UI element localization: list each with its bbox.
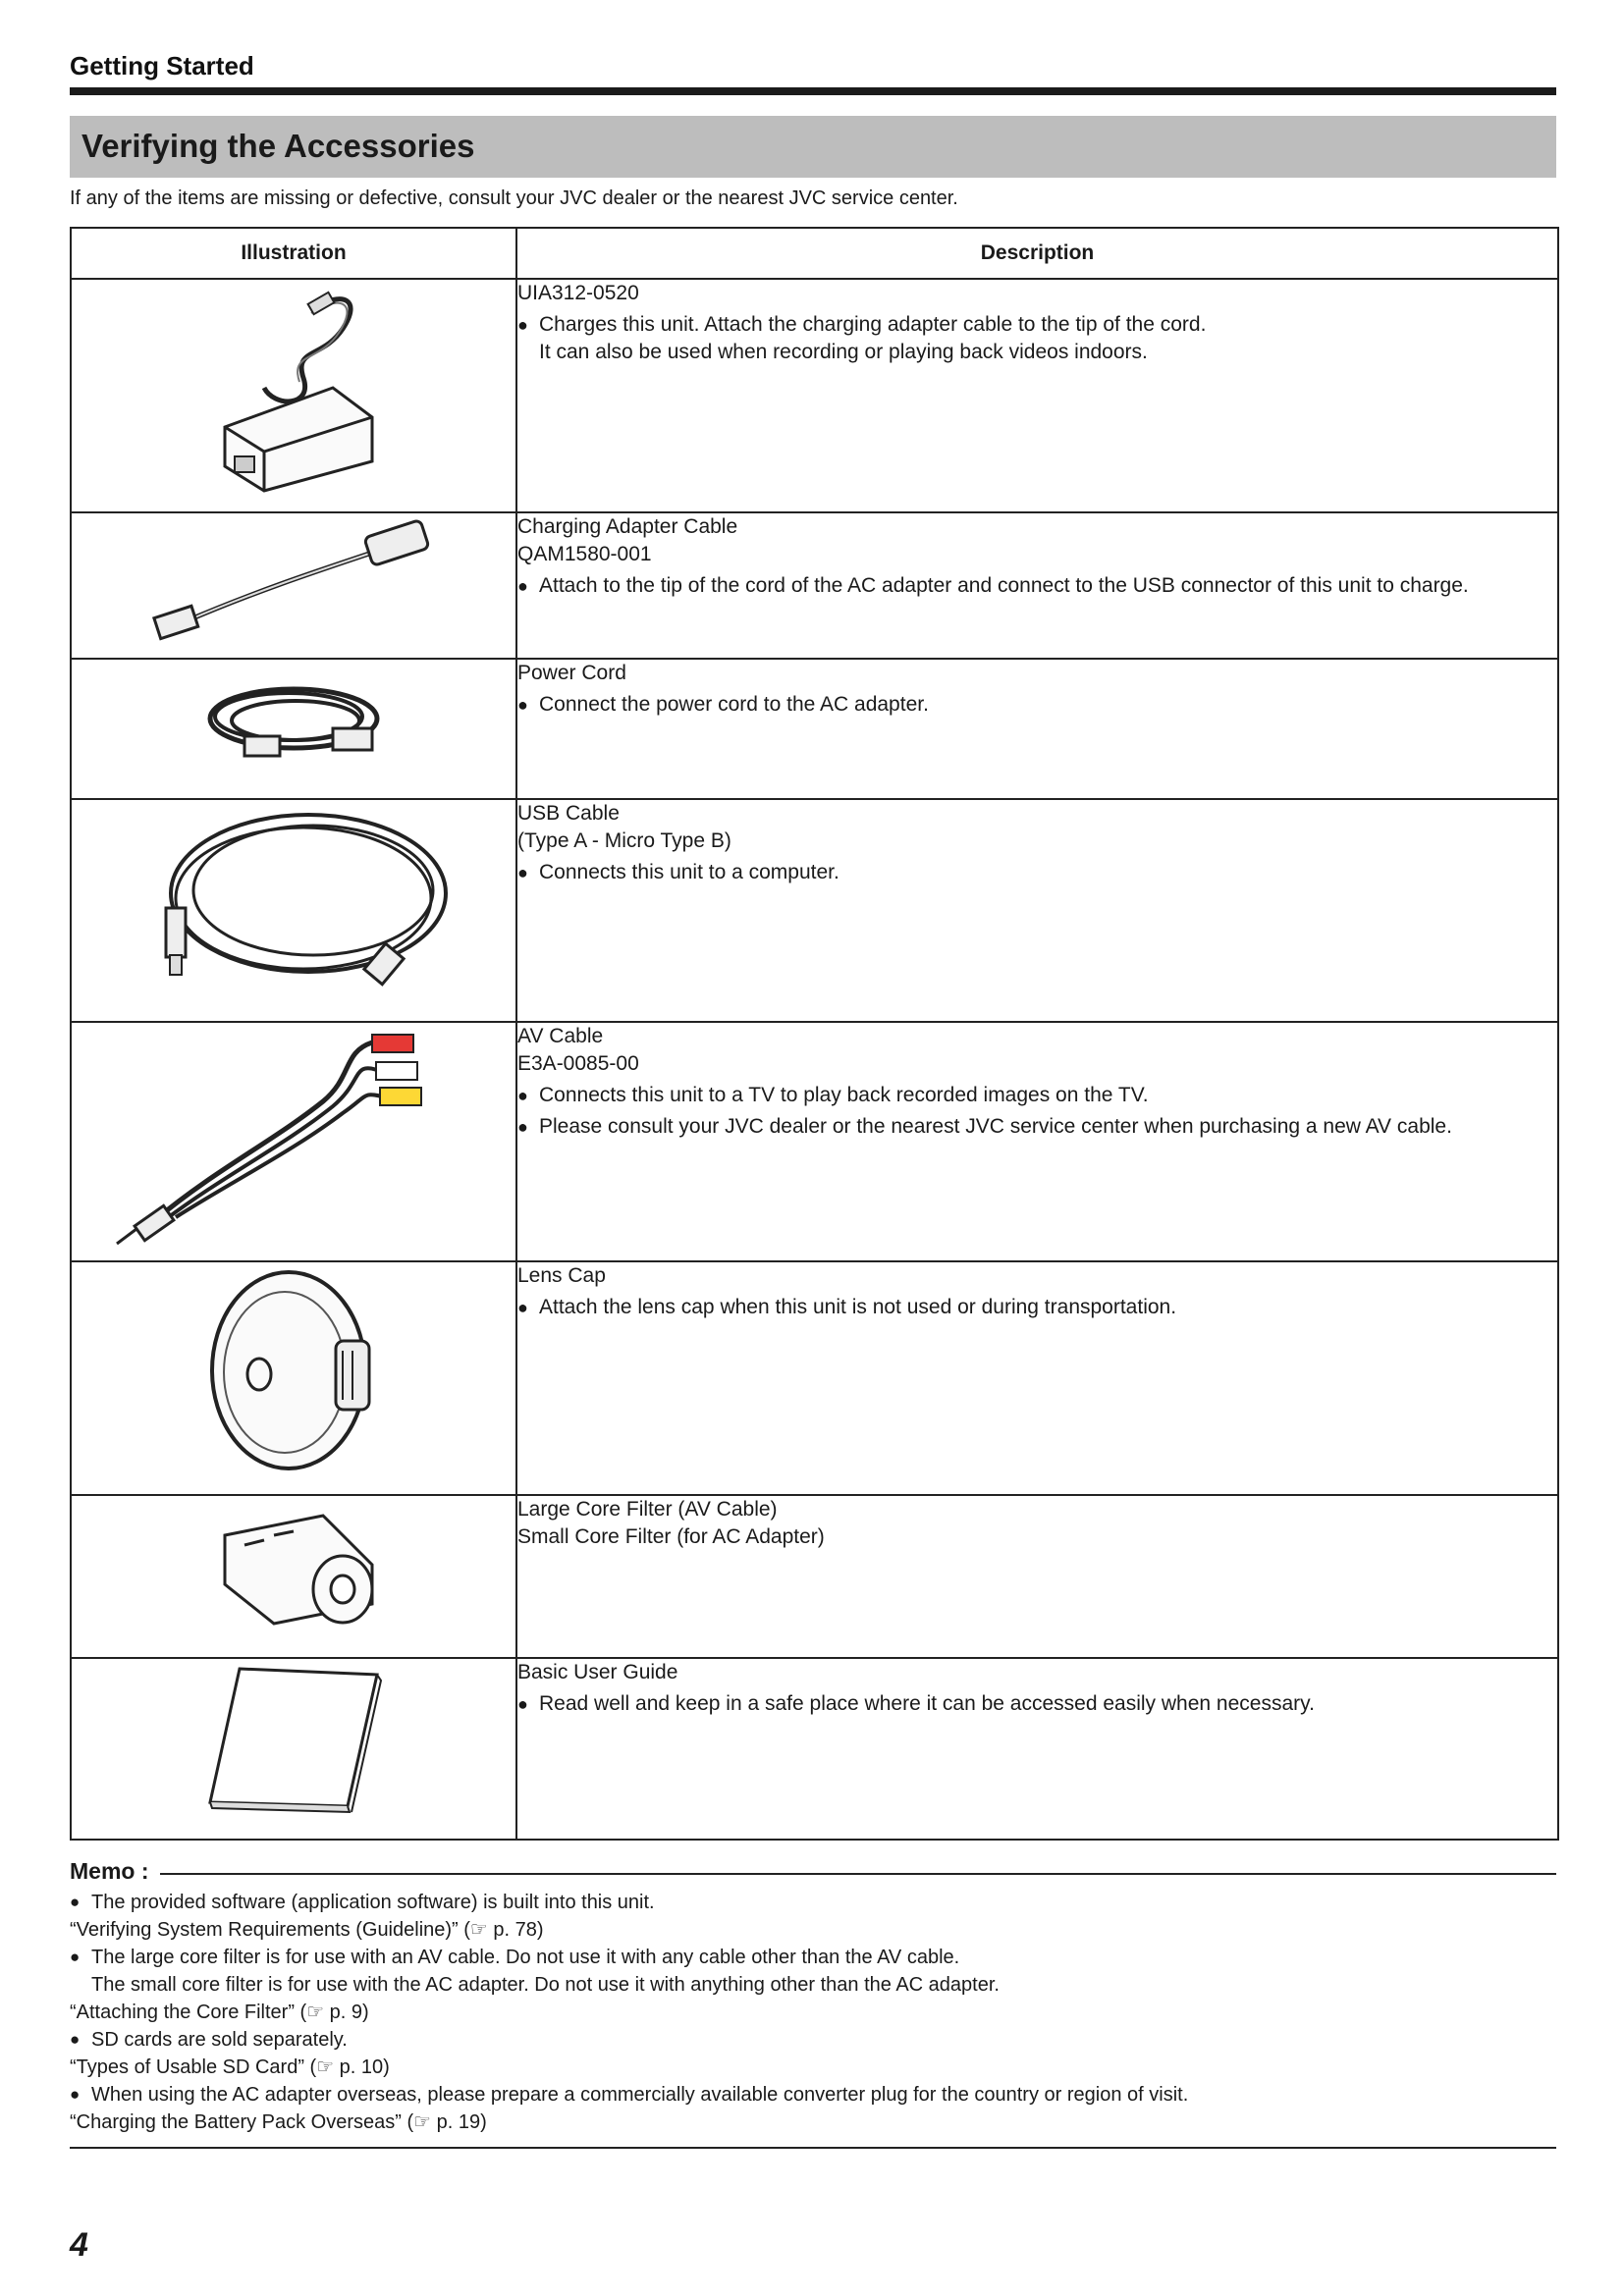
bullet-dot-icon: ● [517, 1694, 528, 1714]
list-item [517, 572, 1557, 600]
accessories-table [70, 227, 1559, 1841]
bullet-dot-icon: ● [517, 315, 528, 335]
item-name: AV Cable [517, 1025, 604, 1047]
description-cell [516, 279, 1558, 512]
description-cell [516, 1495, 1558, 1658]
memo-body [70, 1889, 1556, 2136]
memo-text: The provided software (application software) is built into this unit. [91, 1892, 655, 1913]
lens-cap-icon [200, 1262, 387, 1478]
item-name: Small Core Filter (for AC Adapter) [517, 1525, 825, 1548]
memo-item [70, 1889, 1556, 1916]
bullet-text: Attach to the tip of the cord of the AC adapter and connect to the USB connector of this unit to charge. [539, 574, 1469, 597]
illustration-cell [71, 1022, 516, 1261]
bullet-text: Charges this unit. Attach the charging adapter cable to the tip of the cord. It can also be used when recording or playing back videos indoors. [539, 313, 1207, 363]
ac-adapter-icon [195, 280, 392, 496]
list-item [517, 1294, 1557, 1321]
memo-item [70, 1944, 1556, 1999]
bullet-text: Read well and keep in a safe place where it can be accessed easily when necessary. [539, 1692, 1315, 1715]
table-header-row [71, 228, 1558, 279]
memo-reference-link[interactable]: “Verifying System Requirements (Guideline)” (☞ p. 78) [70, 1919, 544, 1941]
section-label: Getting Started [70, 51, 254, 80]
memo-text: SD cards are sold separately. [91, 2029, 348, 2051]
item-name: Basic User Guide [517, 1661, 678, 1683]
bullet-dot-icon: ● [517, 695, 528, 715]
memo-item [70, 2081, 1556, 2109]
description-cell [516, 512, 1558, 659]
table-row [71, 659, 1558, 799]
bullet-text: Attach the lens cap when this unit is not used or during transportation. [539, 1296, 1177, 1318]
item-name: Large Core Filter (AV Cable) [517, 1498, 778, 1521]
bullet-dot-icon: ● [70, 1893, 81, 1911]
memo-reference-link[interactable]: “Charging the Battery Pack Overseas” (☞ p. 19) [70, 2111, 487, 2133]
bullet-dot-icon: ● [517, 1086, 528, 1105]
table-row [71, 1658, 1558, 1840]
item-name: Charging Adapter Cable [517, 515, 738, 538]
bullet-dot-icon: ● [517, 1117, 528, 1137]
item-name: Power Cord [517, 662, 626, 684]
item-name: USB Cable [517, 802, 620, 825]
table-row [71, 1261, 1558, 1495]
table-row [71, 1495, 1558, 1658]
memo-item [70, 2026, 1556, 2054]
title-band [70, 116, 1556, 178]
table-row [71, 799, 1558, 1022]
charging-cable-icon [136, 513, 451, 641]
illustration-cell [71, 1261, 516, 1495]
table-row [71, 512, 1558, 659]
item-model: UIA312-0520 [517, 282, 639, 304]
power-cord-icon [186, 660, 402, 777]
memo-reference-link[interactable]: “Attaching the Core Filter” (☞ p. 9) [70, 2002, 369, 2023]
description-cell [516, 1022, 1558, 1261]
list-item [517, 691, 1557, 719]
page-number: 4 [70, 2226, 88, 2264]
table-row [71, 1022, 1558, 1261]
page-title: Verifying the Accessories [81, 128, 475, 164]
bullet-dot-icon: ● [70, 2030, 81, 2049]
memo-rule [160, 1873, 1556, 1875]
item-name: Lens Cap [517, 1264, 606, 1287]
memo-text: The large core filter is for use with an AV cable. Do not use it with any cable other than the AV cable. The small core filter is for use with the AC adapter. Do not use it with anything other than the AC adapter. [91, 1947, 1000, 1996]
memo-reference-link[interactable]: “Types of Usable SD Card” (☞ p. 10) [70, 2056, 390, 2078]
bullet-text: Connects this unit to a computer. [539, 861, 839, 883]
column-header-illustration: Illustration [71, 228, 516, 279]
description-cell [516, 659, 1558, 799]
illustration-cell [71, 659, 516, 799]
core-filter-icon [195, 1496, 392, 1633]
list-item [517, 311, 1557, 366]
item-type: (Type A - Micro Type B) [517, 829, 731, 852]
memo-text: When using the AC adapter overseas, please prepare a commercially available converter plug for the country or region of visit. [91, 2084, 1189, 2106]
bullet-dot-icon: ● [517, 863, 528, 882]
illustration-cell [71, 279, 516, 512]
memo-heading: Memo : [70, 1858, 149, 1884]
item-model: QAM1580-001 [517, 543, 652, 565]
list-item [517, 1082, 1557, 1109]
memo-bottom-rule [70, 2147, 1556, 2149]
table-row [71, 279, 1558, 512]
description-cell [516, 1658, 1558, 1840]
bullet-dot-icon: ● [517, 1298, 528, 1317]
bullet-text: Connects this unit to a TV to play back recorded images on the TV. [539, 1084, 1149, 1106]
list-item [517, 859, 1557, 886]
section-rule [70, 87, 1556, 95]
illustration-cell [71, 799, 516, 1022]
list-item [517, 1113, 1557, 1141]
column-header-description: Description [516, 228, 1558, 279]
list-item [517, 1690, 1557, 1718]
illustration-cell [71, 1495, 516, 1658]
bullet-dot-icon: ● [517, 576, 528, 596]
description-cell [516, 1261, 1558, 1495]
intro-text: If any of the items are missing or defective, consult your JVC dealer or the nearest JVC service center. [70, 187, 958, 209]
description-cell [516, 799, 1558, 1022]
bullet-dot-icon: ● [70, 2085, 81, 2104]
bullet-text: Connect the power cord to the AC adapter. [539, 693, 929, 716]
bullet-dot-icon: ● [70, 1948, 81, 1966]
item-model: E3A-0085-00 [517, 1052, 639, 1075]
usb-cable-icon [127, 800, 460, 1006]
illustration-cell [71, 512, 516, 659]
bullet-text: Please consult your JVC dealer or the nearest JVC service center when purchasing a new AV cable. [539, 1115, 1452, 1138]
user-guide-icon [190, 1659, 397, 1816]
illustration-cell [71, 1658, 516, 1840]
av-cable-icon [97, 1023, 490, 1249]
